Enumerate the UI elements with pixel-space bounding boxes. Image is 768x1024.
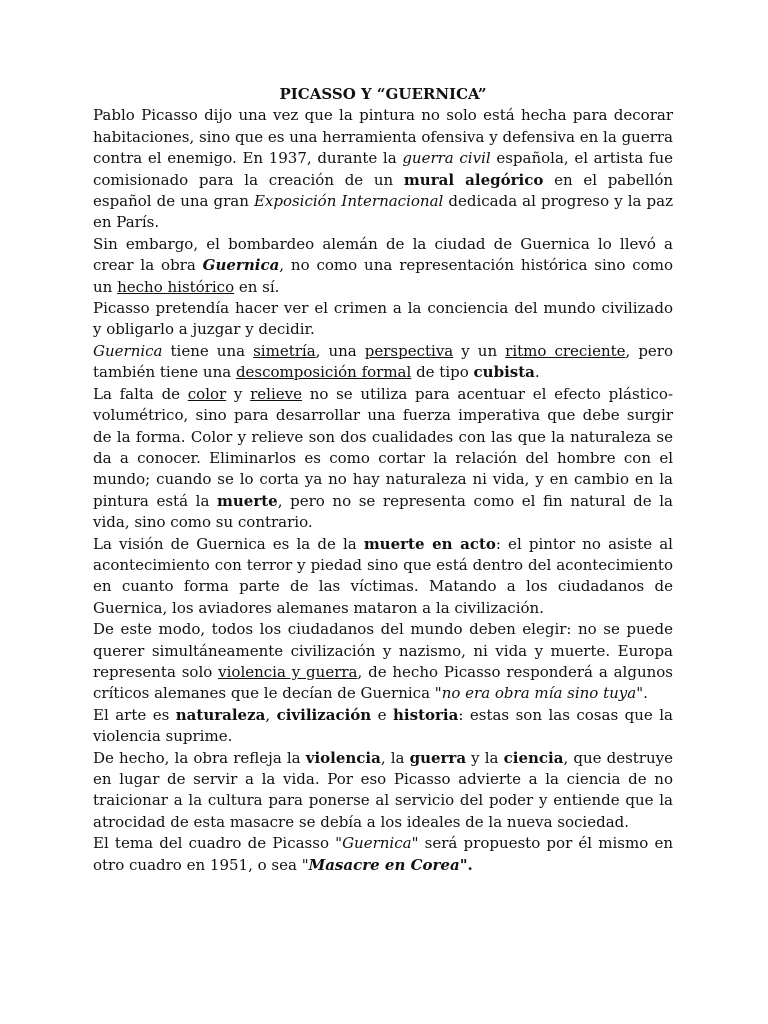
bold-text: civilización: [276, 705, 372, 724]
italic-text: guerra civil: [402, 149, 491, 168]
paragraph-3: Picasso pretendía hacer ver el crimen a la conciencia del mundo civilizado y obligarlo a juzgar y decidir.: [93, 299, 673, 339]
text: , que destruye en lugar de servir a la vida. Por eso Picasso advierte a la ciencia de no traicionar a la cultura para ponerse al servicio del poder y entiende que la atrocidad de esta masacre se debía a los ideales de la nueva sociedad.: [93, 748, 673, 831]
paragraph-1: [93, 105, 673, 233]
text: en el pabellón español de una gran: [93, 170, 674, 211]
document-page: [93, 84, 673, 876]
text: Sin embargo, el bombardeo alemán de la ciudad de Guernica lo llevó a crear la obra: [93, 234, 673, 275]
paragraph-10: [93, 833, 673, 876]
bold-italic-text: [203, 256, 280, 274]
paragraph-2: [93, 234, 673, 298]
text: en sí.: [234, 277, 280, 296]
text: El arte es: [93, 705, 176, 724]
paragraph-9: [93, 748, 673, 834]
bold-italic-inner: Guernica: [202, 256, 280, 275]
text: Pablo Picasso dijo una vez que la pintura no solo está hecha para decorar habitaciones, sino que es una herramienta ofensiva y defensiva en la guerra contra el enemigo. En 1937, durante la: [93, 106, 673, 168]
text: De este modo, todos los ciudadanos del mundo deben elegir: no se puede querer simultáneamente civilización y nazismo, ni vida y muerte. Europa representa solo: [93, 620, 673, 681]
underlined-text: color: [187, 384, 227, 403]
text: , la: [380, 748, 410, 767]
bold-text: cubista: [473, 363, 535, 382]
text: de tipo: [411, 363, 474, 382]
bold-text: ".: [459, 855, 473, 874]
text: La visión de Guernica es la de la: [93, 534, 364, 553]
underlined-text: relieve: [250, 384, 302, 403]
italic-text: Guernica: [342, 834, 412, 853]
italic-text: Exposición Internacional: [253, 192, 444, 211]
text: tiene una: [162, 341, 254, 360]
underlined-text: ritmo creciente: [505, 341, 626, 360]
text: y la: [466, 748, 504, 767]
underlined-text: violencia y guerra: [218, 662, 358, 681]
text: no se utiliza para acentuar el efecto plástico-volumétrico, sino para desarrollar una fuerza imperativa que debe surgir de la forma. Color y relieve son dos cualidades con las que la naturaleza se da a conocer. Eliminarlos es como cortar la relación del hombre con el mundo; cuando se lo corta ya no hay naturaleza ni vida, y en cambio en la pintura está la: [93, 384, 674, 510]
text: e: [371, 705, 394, 724]
text: , una: [315, 341, 365, 360]
bold-text: violencia: [305, 748, 381, 767]
bold-italic-inner: Masacre en Corea: [308, 855, 460, 874]
paragraph-4: [93, 341, 673, 384]
text: .: [534, 363, 540, 382]
bold-text: ciencia: [503, 748, 564, 767]
document-title: PICASSO Y “GUERNICA”: [279, 85, 487, 103]
bold-text: muerte: [217, 491, 278, 510]
italic-text: Guernica: [93, 341, 163, 360]
bold-text: mural alegórico: [403, 170, 544, 189]
underlined-text: simetría: [253, 341, 316, 360]
text: dedicada al progreso y la paz en París.: [93, 192, 673, 232]
paragraph-5: [93, 384, 673, 534]
paragraph-8: [93, 705, 673, 748]
bold-text: guerra: [409, 748, 467, 767]
underlined-text: perspectiva: [364, 341, 454, 360]
italic-text: no era obra mía sino tuya: [441, 684, 637, 703]
text: El tema del cuadro de Picasso ": [93, 834, 343, 853]
text: La falta de: [93, 384, 188, 403]
text: ".: [636, 684, 648, 703]
text: , pero también tiene una: [93, 341, 674, 382]
text: española, el artista fue comisionado para la creación de un: [93, 149, 674, 189]
text: De hecho, la obra refleja la: [93, 748, 306, 767]
bold-text: muerte en acto: [363, 534, 496, 553]
text: : el pintor no asiste al acontecimiento con terror y piedad sino que está dentro del acontecimiento en cuanto forma parte de las víctimas. Matando a los ciudadanos de Guernica, los aviadores alemanes mataron a la civilización.: [93, 534, 673, 617]
text: : estas son las cosas que la violencia suprime.: [93, 705, 673, 746]
text: y: [226, 384, 251, 403]
text: ,: [265, 705, 277, 724]
underlined-text: hecho histórico: [117, 277, 235, 296]
bold-text: historia: [393, 705, 459, 724]
text: , de hecho Picasso responderá a algunos críticos alemanes que le decían de Guernica ": [93, 662, 673, 703]
bold-text: naturaleza: [175, 705, 266, 724]
paragraph-7: [93, 619, 673, 705]
paragraph-6: [93, 534, 673, 620]
bold-italic-text: [309, 856, 460, 874]
text: y un: [453, 341, 506, 360]
text: " será propuesto por él mismo en otro cuadro en 1951, o sea ": [93, 834, 673, 874]
text: , pero no se representa como el fin natural de la vida, sino como su contrario.: [93, 491, 673, 532]
text: , no como una representación histórica sino como un: [93, 256, 673, 296]
underlined-text: descomposición formal: [235, 363, 412, 382]
